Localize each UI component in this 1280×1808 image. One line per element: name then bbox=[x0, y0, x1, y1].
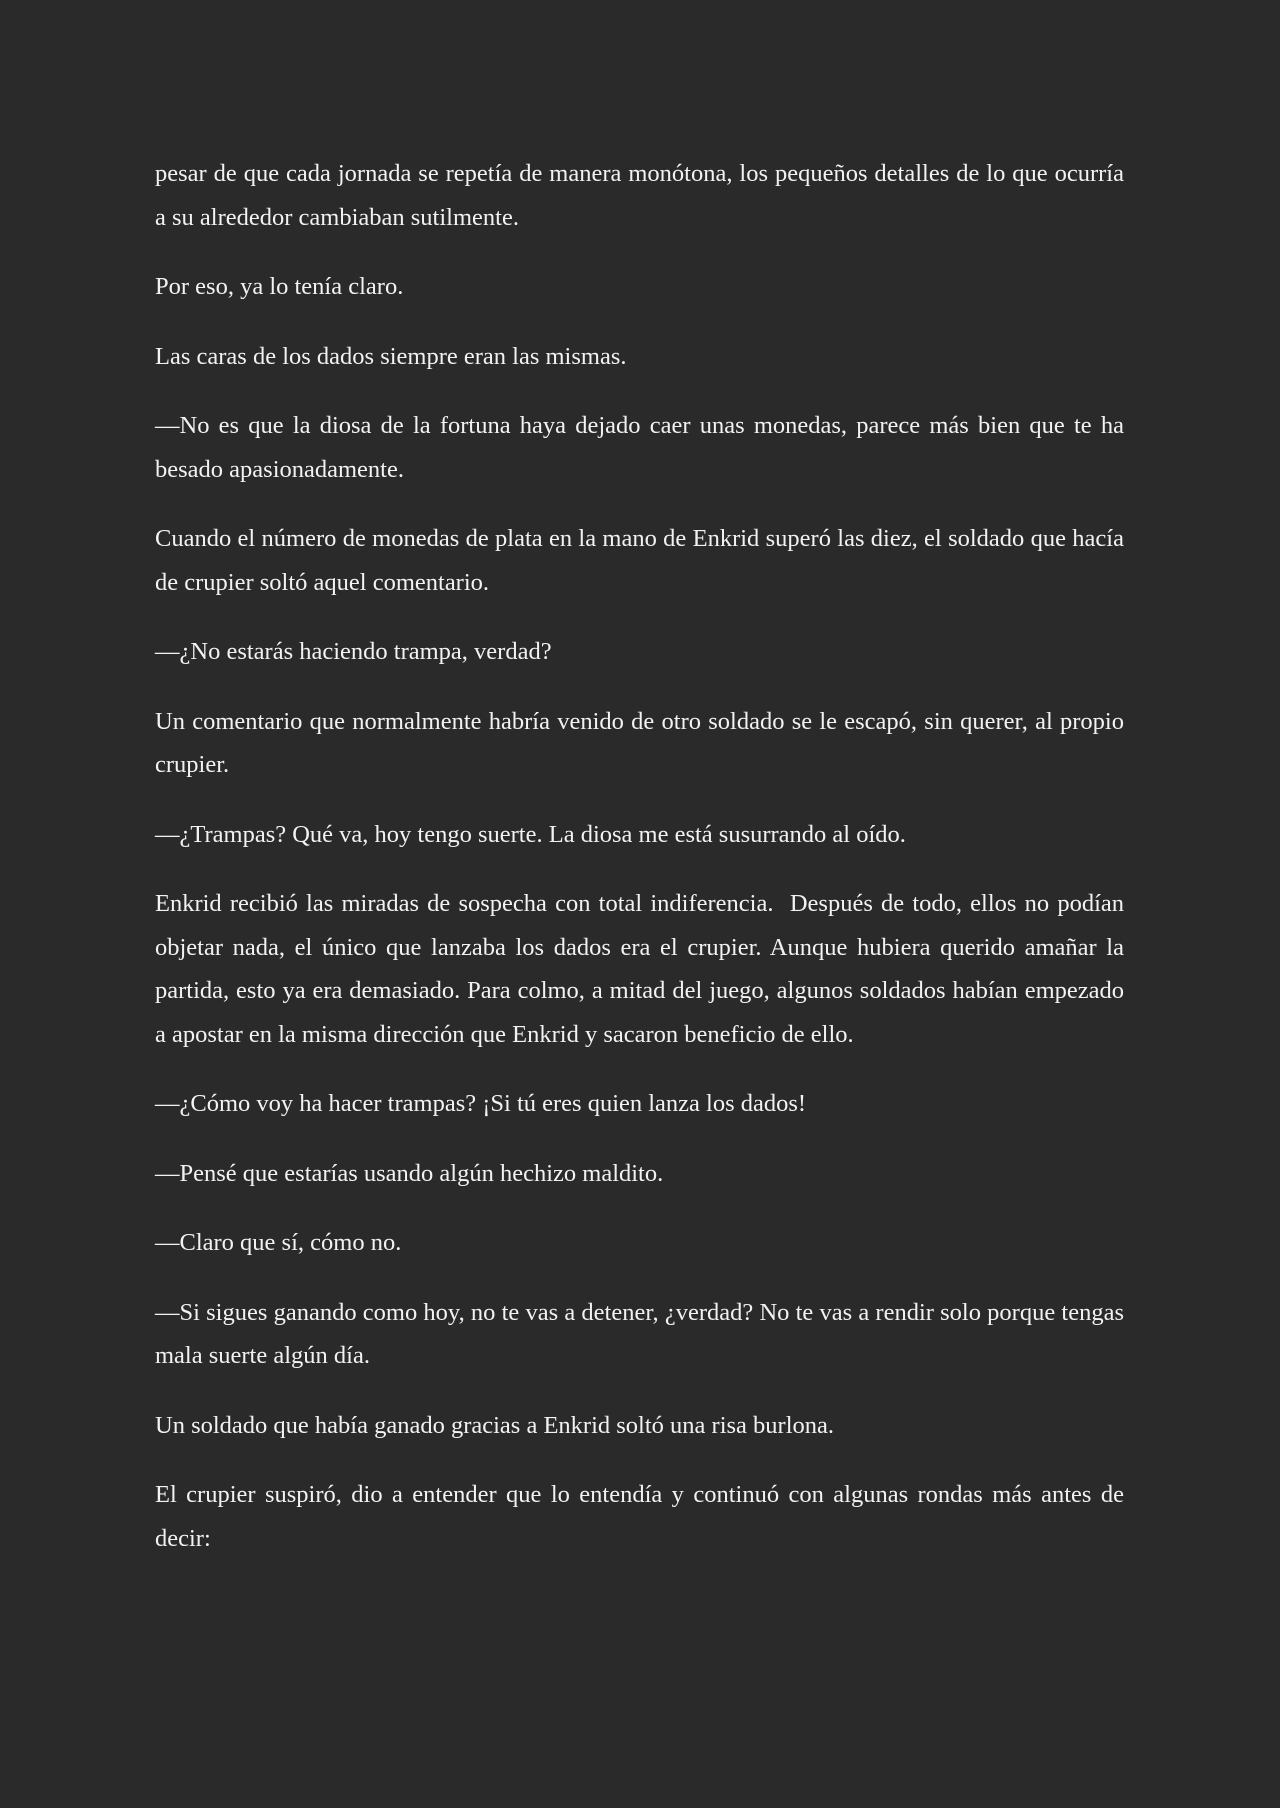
paragraph-continuation: pesar de que cada jornada se repetía de manera monótona, los pequeños detalles de lo que ocurría a su alrededor cambiaban sutilmente. bbox=[155, 160, 1131, 231]
dialogue-line: —No es que la diosa de la fortuna haya dejado caer unas monedas, parece más bien que te ha besado apasionadamente. bbox=[155, 412, 1131, 483]
dialogue-line: —¿Cómo voy ha hacer trampas? ¡Si tú eres quien lanza los dados! bbox=[155, 1090, 807, 1117]
dialogue-line: —Pensé que estarías usando algún hechizo maldito. bbox=[155, 1159, 664, 1187]
paragraph: Cuando el número de monedas de plata en la mano de Enkrid superó las diez, el soldado que hacía de crupier soltó aquel comentario. bbox=[155, 525, 1131, 596]
dialogue-line: —Si sigues ganando como hoy, no te vas a detener, ¿verdad? No te vas a rendir solo porque tengas mala suerte algún día. bbox=[155, 1298, 1131, 1369]
paragraph: Las caras de los dados siempre eran las mismas. bbox=[155, 342, 627, 370]
document-page bbox=[155, 152, 1131, 1586]
dialogue-line: —Claro que sí, cómo no. bbox=[155, 1229, 402, 1256]
paragraph: Un soldado que había ganado gracias a Enkrid soltó una risa burlona. bbox=[155, 1411, 835, 1439]
paragraph: Enkrid recibió las miradas de sospecha con total indiferencia. Después de todo, ellos no podían objetar nada, el único que lanzaba los dados era el crupier. Aunque hubiera querido amañar la partida, esto ya era demasiado. Para colmo, a mitad del juego, algunos soldados habían empezado a apostar en la misma dirección que Enkrid y sacaron beneficio de ello. bbox=[155, 890, 1131, 1048]
dialogue-line: —¿No estarás haciendo trampa, verdad? bbox=[155, 638, 552, 665]
paragraph: Un comentario que normalmente habría venido de otro soldado se le escapó, sin querer, al propio crupier. bbox=[155, 707, 1131, 778]
paragraph: Por eso, ya lo tenía claro. bbox=[155, 273, 404, 300]
paragraph: El crupier suspiró, dio a entender que lo entendía y continuó con algunas rondas más antes de decir: bbox=[155, 1481, 1131, 1552]
dialogue-line: —¿Trampas? Qué va, hoy tengo suerte. La diosa me está susurrando al oído. bbox=[155, 820, 906, 848]
